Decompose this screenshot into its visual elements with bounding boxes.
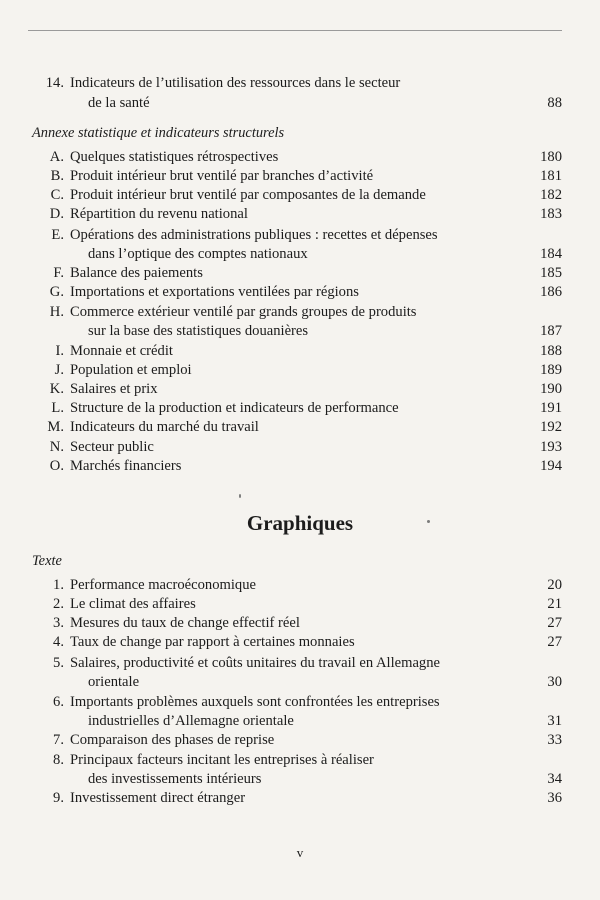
toc-entry-F xyxy=(0,263,600,283)
entry-letter: L. xyxy=(51,400,64,416)
entry-title-continued: des investissements intérieurs xyxy=(88,771,262,787)
toc-entry-D xyxy=(0,204,600,224)
entry-letter: F. xyxy=(53,265,64,281)
scan-speck xyxy=(239,494,241,498)
texte-subsection-title: Texte xyxy=(32,553,62,569)
graph-entry-2 xyxy=(0,594,600,614)
entry-page: 88 xyxy=(547,95,562,111)
toc-entry-E xyxy=(0,225,600,245)
entry-page: 187 xyxy=(540,323,562,339)
entry-letter: A. xyxy=(49,149,64,165)
entry-title: Marchés financiers xyxy=(70,458,182,474)
graph-entry-8 xyxy=(0,750,600,770)
entry-title: Produit intérieur brut ventilé par branches d’activité xyxy=(70,168,374,184)
entry-letter: M. xyxy=(47,419,64,435)
entry-page: 36 xyxy=(547,790,562,806)
graphiques-heading: Graphiques xyxy=(246,511,354,535)
entry-page: 192 xyxy=(540,419,562,435)
entry-title: Secteur public xyxy=(70,439,154,455)
entry-number: 4. xyxy=(53,634,64,650)
entry-title: Opérations des administrations publiques : recettes et dépenses xyxy=(70,227,438,243)
entry-number: 7. xyxy=(53,732,64,748)
entry-page: 21 xyxy=(547,596,562,612)
entry-page: 194 xyxy=(540,458,562,474)
toc-entry-A xyxy=(0,147,600,167)
toc-entry-C xyxy=(0,185,600,205)
graph-entry-8-continued xyxy=(0,769,600,789)
entry-letter: D. xyxy=(49,206,64,222)
entry-title-continued: dans l’optique des comptes nationaux xyxy=(88,246,308,262)
graph-entry-9 xyxy=(0,788,600,808)
entry-page: 186 xyxy=(540,284,562,300)
graph-entry-4 xyxy=(0,632,600,652)
entry-title: Produit intérieur brut ventilé par composantes de la demande xyxy=(70,187,426,203)
entry-number: 9. xyxy=(53,790,64,806)
toc-entry-O xyxy=(0,456,600,476)
entry-letter: H. xyxy=(49,304,64,320)
toc-entry-N xyxy=(0,437,600,457)
entry-page: 20 xyxy=(547,577,562,593)
entry-page: 185 xyxy=(540,265,562,281)
entry-title: Population et emploi xyxy=(70,362,192,378)
entry-title: Taux de change par rapport à certaines monnaies xyxy=(70,634,355,650)
entry-title: Principaux facteurs incitant les entreprises à réaliser xyxy=(70,752,374,768)
entry-page: 191 xyxy=(540,400,562,416)
entry-title: Commerce extérieur ventilé par grands groupes de produits xyxy=(70,304,417,320)
entry-title-continued: orientale xyxy=(88,674,140,690)
entry-title-continued: de la santé xyxy=(88,95,150,111)
entry-title-continued: industrielles d’Allemagne orientale xyxy=(88,713,294,729)
toc-entry-B xyxy=(0,166,600,186)
entry-page: 27 xyxy=(547,615,562,631)
entry-page: 189 xyxy=(540,362,562,378)
top-rule xyxy=(28,30,562,31)
entry-number: 5. xyxy=(53,655,64,671)
graph-entry-7 xyxy=(0,730,600,750)
entry-letter: N. xyxy=(49,439,64,455)
toc-entry-L xyxy=(0,398,600,418)
entry-title: Investissement direct étranger xyxy=(70,790,246,806)
entry-letter: O. xyxy=(49,458,64,474)
entry-letter: K. xyxy=(49,381,64,397)
entry-page: 180 xyxy=(540,149,562,165)
entry-page: 27 xyxy=(547,634,562,650)
graph-entry-5 xyxy=(0,653,600,673)
graph-entry-6 xyxy=(0,692,600,712)
entry-page: 34 xyxy=(547,771,562,787)
entry-number: 14. xyxy=(45,75,64,91)
page-number-roman: v xyxy=(296,845,304,860)
entry-page: 31 xyxy=(547,713,562,729)
toc-entry-E-continued xyxy=(0,244,600,264)
entry-title: Structure de la production et indicateurs de performance xyxy=(70,400,399,416)
toc-entry-J xyxy=(0,360,600,380)
annexe-section-title: Annexe statistique et indicateurs structurels xyxy=(32,125,285,141)
entry-page: 181 xyxy=(540,168,562,184)
entry-number: 3. xyxy=(53,615,64,631)
entry-letter: G. xyxy=(49,284,64,300)
toc-entry-H xyxy=(0,302,600,322)
entry-title: Salaires, productivité et coûts unitaires du travail en Allemagne xyxy=(70,655,441,671)
entry-letter: B. xyxy=(50,168,64,184)
toc-entry-G xyxy=(0,282,600,302)
entry-title: Répartition du revenu national xyxy=(70,206,248,222)
entry-number: 2. xyxy=(53,596,64,612)
entry-letter: E. xyxy=(51,227,64,243)
toc-entry-14 xyxy=(0,73,600,93)
toc-entry-M xyxy=(0,417,600,437)
graph-entry-6-continued xyxy=(0,711,600,731)
entry-title: Importants problèmes auxquels sont confrontées les entreprises xyxy=(70,694,440,710)
entry-letter: I. xyxy=(55,343,64,359)
entry-page: 30 xyxy=(547,674,562,690)
entry-letter: C. xyxy=(50,187,64,203)
entry-number: 8. xyxy=(53,752,64,768)
entry-title-continued: sur la base des statistiques douanières xyxy=(88,323,309,339)
entry-page: 188 xyxy=(540,343,562,359)
toc-entry-14-continued xyxy=(0,93,600,113)
entry-title: Importations et exportations ventilées par régions xyxy=(70,284,359,300)
entry-title: Le climat des affaires xyxy=(70,596,196,612)
entry-page: 183 xyxy=(540,206,562,222)
entry-number: 1. xyxy=(53,577,64,593)
entry-title: Performance macroéconomique xyxy=(70,577,256,593)
entry-title: Balance des paiements xyxy=(70,265,203,281)
entry-title: Monnaie et crédit xyxy=(70,343,173,359)
entry-title: Comparaison des phases de reprise xyxy=(70,732,275,748)
entry-page: 184 xyxy=(540,246,562,262)
entry-page: 182 xyxy=(540,187,562,203)
toc-entry-K xyxy=(0,379,600,399)
graph-entry-1 xyxy=(0,575,600,595)
entry-title: Quelques statistiques rétrospectives xyxy=(70,149,279,165)
entry-number: 6. xyxy=(53,694,64,710)
entry-title: Mesures du taux de change effectif réel xyxy=(70,615,300,631)
entry-title: Indicateurs du marché du travail xyxy=(70,419,259,435)
entry-page: 33 xyxy=(547,732,562,748)
entry-page: 190 xyxy=(540,381,562,397)
toc-entry-H-continued xyxy=(0,321,600,341)
graph-entry-5-continued xyxy=(0,672,600,692)
toc-entry-I xyxy=(0,341,600,361)
entry-title: Indicateurs de l’utilisation des ressources dans le secteur xyxy=(70,75,401,91)
entry-page: 193 xyxy=(540,439,562,455)
entry-letter: J. xyxy=(54,362,64,378)
entry-title: Salaires et prix xyxy=(70,381,158,397)
graph-entry-3 xyxy=(0,613,600,633)
